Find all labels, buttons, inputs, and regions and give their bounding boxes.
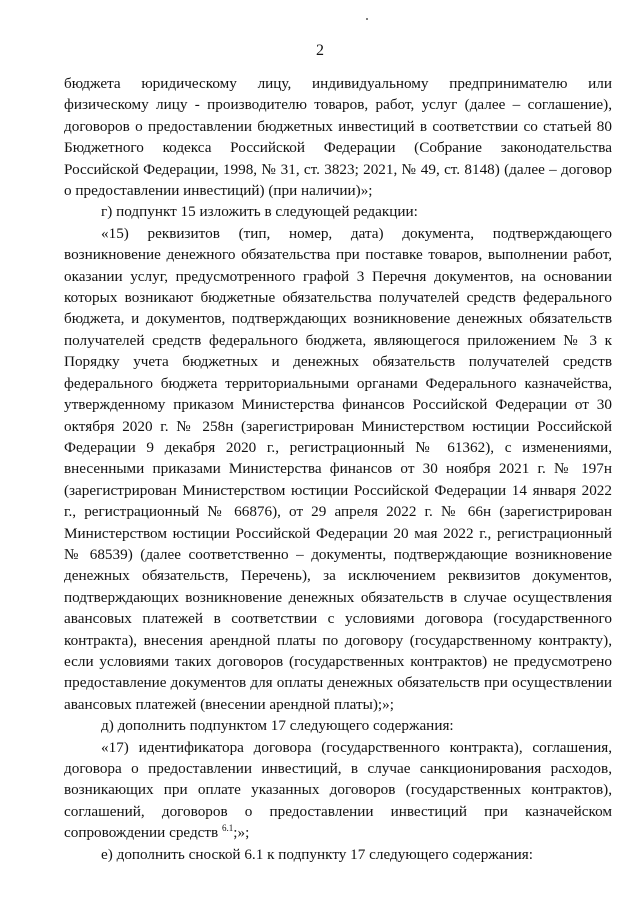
paragraph-item-15: «15) реквизитов (тип, номер, дата) документа, подтверждающего возникновение денежного обязательства при поставке товаров, выполнении работ, оказании услуг, предусмотренного графой 3 Перечня документов, на основании которых возникают бюджетные обязательства получателей средств федерального бюджета, и документов, подтверждающих возникновение денежных обязательств получателей средств федерального бюджета, являющегося приложением № 3 к Порядку учета бюджетных и денежных обязательств получателей средств федерального бюджета территориальными органами Федерального казначейства, утвержденному приказом Министерства финансов Российской Федерации от 30 октября 2020 г. № 258н (зарегистрирован Министерством юстиции Российской Федерации 9 декабря 2020 г., регистрационный № 61362), с изменениями, внесенными приказами Министерства финансов от 30 ноября 2021 г. № 197н (зарегистрирован Министерством юстиции Российской Федерации 14 января 2022 г., регистрационный № 66876), от 29 апреля 2022 г. № 66н (зарегистрирован Министерством юстиции Российской Федерации 20 мая 2022 г., регистрационный № 68539) (далее соответственно – документы, подтверждающие возникновение денежных обязательств, Перечень), за исключением реквизитов документов, подтверждающих возникновение денежных обязательств в случае осуществления авансовых платежей в соответствии с условиями договора (государственного контракта), внесения арендной платы по договору (государственному контракту), если условиями таких договоров (государственных контрактов) не предусмотрено предоставление документов для оплаты денежных обязательств при осуществлении авансовых платежей (внесении арендной платы);»; bbox=[64, 224, 612, 713]
paragraph-item-17 bbox=[64, 737, 612, 844]
paragraph-subitem-e: е) дополнить сноской 6.1 к подпункту 17 следующего содержания: bbox=[101, 845, 534, 863]
page-number: 2 bbox=[316, 42, 324, 59]
scan-speck bbox=[366, 18, 368, 20]
footnote-marker: 6.1 bbox=[222, 823, 234, 834]
item-17-text: «17) идентификатора договора (государственного контракта), соглашения, договора о предоставлении инвестиций, в случае санкционирования расходов, возникающих при оплате указанных договоров (государственных контрактов), соглашений, договоров о предоставлении инвестиций при казначейском сопровождении средств bbox=[64, 738, 612, 842]
paragraph-continuation: бюджета юридическому лицу, индивидуальному предпринимателю или физическому лицу - производителю товаров, работ, услуг (далее – соглашение), договоров о предоставлении бюджетных инвестиций в соответствии со статьей 80 Бюджетного кодекса Российской Федерации (Собрание законодательства Российской Федерации, 1998, № 31, ст. 3823; 2021, № 49, ст. 8148) (далее – договор о предоставлении инвестиций) (при наличии)»; bbox=[64, 75, 612, 200]
paragraph-subitem-d: д) дополнить подпунктом 17 следующего содержания: bbox=[101, 717, 454, 735]
item-17-end: ;»; bbox=[233, 824, 250, 842]
paragraph-subitem-g: г) подпункт 15 изложить в следующей редакции: bbox=[101, 203, 418, 221]
document-body bbox=[64, 73, 612, 865]
